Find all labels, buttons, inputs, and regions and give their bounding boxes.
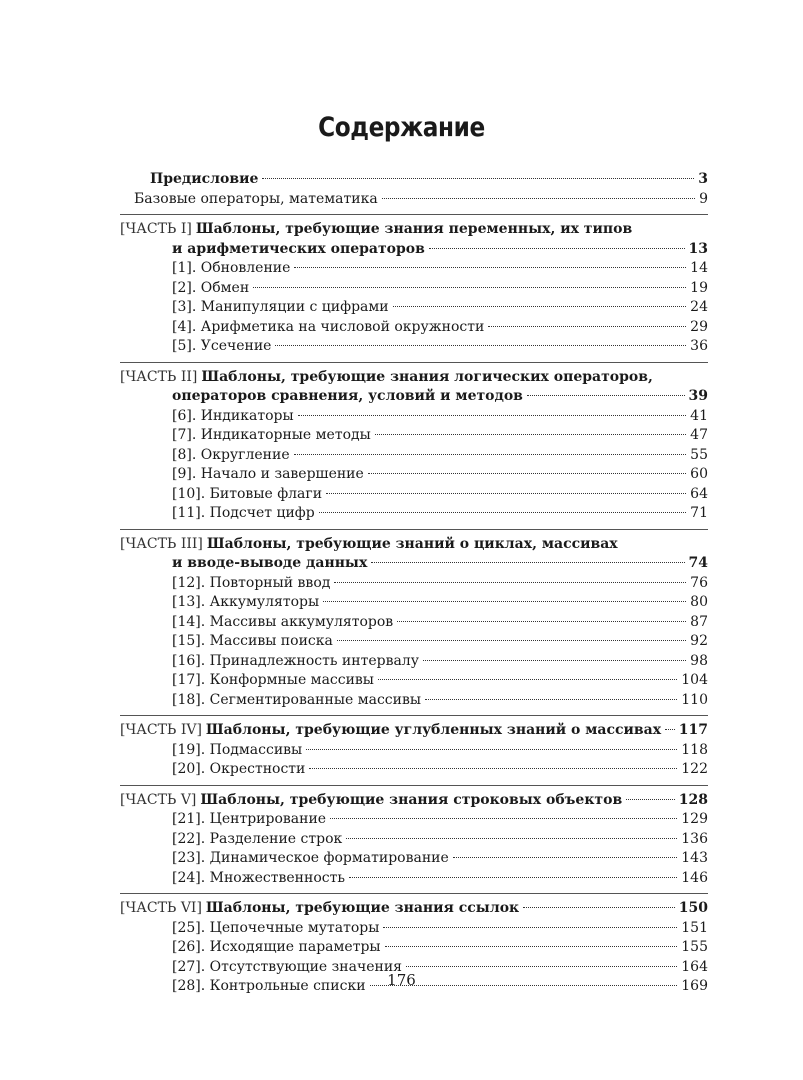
- dot-leader: [406, 966, 677, 967]
- toc-entry-page: 151: [681, 919, 708, 936]
- toc-entry-label: [9]. Начало и завершение: [172, 466, 364, 482]
- toc-entry-page: 122: [681, 761, 708, 777]
- part-heading-line1[interactable]: [120, 368, 708, 388]
- toc-chapter-entry[interactable]: [120, 259, 708, 279]
- toc-entry-page: 92: [690, 633, 708, 649]
- toc-entry-page: 3: [698, 171, 708, 187]
- dot-leader: [294, 454, 687, 455]
- toc-entry-page: 19: [690, 279, 708, 296]
- toc-chapter-entry[interactable]: [120, 574, 708, 594]
- toc-entry-label: [3]. Манипуляции с цифрами: [172, 299, 389, 315]
- section-divider: [120, 214, 708, 215]
- part-title: Шаблоны, требующие знания логических операторов,: [201, 368, 653, 385]
- part-heading-line1[interactable]: [120, 535, 708, 555]
- toc-entry-label: Предисловие: [150, 171, 259, 187]
- toc-entry-page: 117: [678, 722, 708, 738]
- section-divider: [120, 529, 708, 530]
- toc-entry-page: 55: [690, 446, 708, 463]
- toc-entry-page: 13: [688, 240, 708, 257]
- toc-entry-label: [8]. Округление: [172, 446, 290, 463]
- toc-chapter-entry[interactable]: [120, 938, 708, 958]
- toc-chapter-entry[interactable]: [120, 919, 708, 939]
- toc-chapter-entry[interactable]: [120, 691, 708, 711]
- toc-chapter-entry[interactable]: [120, 652, 708, 672]
- toc-entry-label: [24]. Множественность: [172, 869, 345, 886]
- part-label: [ЧАСТЬ IV]: [120, 722, 202, 738]
- toc-chapter-entry[interactable]: [120, 407, 708, 427]
- dot-leader: [334, 582, 686, 583]
- toc-chapter-entry[interactable]: [120, 849, 708, 869]
- toc-entry-page: 150: [678, 900, 708, 916]
- toc-entry-page: 76: [690, 574, 708, 591]
- toc-entry-page: 80: [690, 594, 708, 610]
- dot-leader: [294, 267, 686, 268]
- toc-chapter-entry[interactable]: [120, 504, 708, 524]
- dot-leader: [423, 660, 686, 661]
- dot-leader: [378, 679, 677, 680]
- dot-leader: [383, 927, 677, 928]
- toc-entry-page: 146: [681, 869, 708, 886]
- part-heading-line1[interactable]: [120, 220, 708, 240]
- toc-entry-label: [25]. Цепочечные мутаторы: [172, 919, 380, 936]
- toc-entry-label: [14]. Массивы аккумуляторов: [172, 613, 394, 630]
- dot-leader: [375, 434, 686, 435]
- part-title: Шаблоны, требующие углубленных знаний о массивах: [205, 722, 662, 738]
- part-title: Шаблоны, требующие знания строковых объектов: [200, 791, 623, 808]
- dot-leader: [393, 306, 687, 307]
- toc-entry-label: [18]. Сегментированные массивы: [172, 691, 421, 708]
- dot-leader: [425, 699, 677, 700]
- toc-chapter-entry[interactable]: [120, 337, 708, 357]
- toc-chapter-entry[interactable]: [120, 810, 708, 830]
- toc-entry-label: [11]. Подсчет цифр: [172, 505, 315, 521]
- toc-chapter-entry[interactable]: [120, 830, 708, 850]
- page-title: Содержание: [318, 112, 485, 143]
- part-heading[interactable]: [120, 791, 708, 811]
- part-title: Шаблоны, требующие знания переменных, их типов: [195, 221, 633, 237]
- dot-leader: [527, 395, 685, 396]
- dot-leader: [382, 198, 695, 199]
- section-divider: [120, 715, 708, 716]
- dot-leader: [306, 749, 677, 750]
- toc-chapter-entry[interactable]: [120, 613, 708, 633]
- toc-entry-page: 71: [690, 505, 708, 521]
- toc-chapter-entry[interactable]: [120, 298, 708, 318]
- dot-leader: [523, 907, 675, 908]
- part-title-cont: и арифметических операторов: [172, 240, 425, 257]
- page-number: 176: [387, 971, 416, 989]
- toc-entry-page: 169: [681, 978, 708, 994]
- toc-chapter-entry[interactable]: [120, 632, 708, 652]
- toc-entry-page: 129: [681, 811, 708, 827]
- toc-entry-page: 47: [690, 427, 708, 443]
- toc-chapter-entry[interactable]: [120, 446, 708, 466]
- toc-entry-label: [16]. Принадлежность интервалу: [172, 652, 419, 669]
- part-title-cont: операторов сравнения, условий и методов: [172, 388, 523, 404]
- dot-leader: [337, 640, 686, 641]
- toc-chapter-entry[interactable]: [120, 869, 708, 889]
- toc-entry-label: [4]. Арифметика на числовой окружности: [172, 318, 485, 335]
- toc-entry-page: 110: [681, 691, 708, 708]
- dot-leader: [309, 768, 677, 769]
- toc-entry-label: [6]. Индикаторы: [172, 407, 294, 424]
- toc-entry-page: 98: [690, 652, 708, 669]
- table-of-contents: [120, 170, 708, 997]
- dot-leader: [275, 345, 686, 346]
- toc-entry-page: 164: [681, 958, 708, 975]
- toc-chapter-entry[interactable]: [120, 465, 708, 485]
- toc-entry-page: 128: [678, 791, 708, 808]
- toc-entry-label: [1]. Обновление: [172, 260, 291, 276]
- toc-chapter-entry[interactable]: [120, 593, 708, 613]
- dot-leader: [397, 621, 686, 622]
- toc-chapter-entry[interactable]: [120, 485, 708, 505]
- dot-leader: [298, 415, 687, 416]
- toc-entry-label: [19]. Подмассивы: [172, 741, 303, 758]
- dot-leader: [330, 818, 677, 819]
- toc-chapter-entry[interactable]: [120, 671, 708, 691]
- dot-leader: [626, 799, 675, 800]
- dot-leader: [385, 946, 678, 947]
- part-heading[interactable]: [120, 721, 708, 741]
- toc-entry-page: 143: [681, 850, 708, 866]
- dot-leader: [346, 838, 677, 839]
- toc-chapter-entry[interactable]: [120, 279, 708, 299]
- toc-chapter-entry[interactable]: [120, 318, 708, 338]
- dot-leader: [262, 178, 694, 179]
- dot-leader: [371, 562, 684, 563]
- toc-entry-page: 104: [681, 672, 708, 688]
- toc-chapter-entry[interactable]: [120, 760, 708, 780]
- toc-entry-label: [12]. Повторный ввод: [172, 574, 331, 591]
- part-label: [ЧАСТЬ I]: [120, 221, 192, 237]
- part-heading-line2[interactable]: [120, 387, 708, 407]
- toc-entry-page: 24: [690, 299, 708, 315]
- part-label: [ЧАСТЬ V]: [120, 791, 197, 808]
- toc-entry-basic[interactable]: [120, 190, 708, 210]
- toc-entry-label: [13]. Аккумуляторы: [172, 594, 320, 610]
- toc-entry-label: [22]. Разделение строк: [172, 830, 343, 847]
- toc-entry-label: Базовые операторы, математика: [134, 190, 378, 207]
- part-title: Шаблоны, требующие знания ссылок: [205, 900, 520, 916]
- dot-leader: [665, 729, 675, 730]
- part-title: Шаблоны, требующие знаний о циклах, массивах: [206, 535, 618, 552]
- toc-chapter-entry[interactable]: [120, 426, 708, 446]
- toc-entry-label: [21]. Центрирование: [172, 811, 327, 827]
- part-title-cont: и вводе-выводе данных: [172, 555, 368, 571]
- toc-chapter-entry[interactable]: [120, 741, 708, 761]
- toc-entry-page: 29: [690, 318, 708, 335]
- part-heading[interactable]: [120, 899, 708, 919]
- dot-leader: [326, 493, 686, 494]
- toc-entry-page: 9: [699, 190, 708, 207]
- toc-entry-page: 36: [690, 338, 708, 354]
- toc-entry-page: 74: [688, 555, 708, 571]
- toc-entry-label: [26]. Исходящие параметры: [172, 939, 381, 955]
- section-divider: [120, 785, 708, 786]
- toc-entry-page: 155: [681, 939, 708, 955]
- part-label: [ЧАСТЬ II]: [120, 368, 198, 385]
- toc-entry-page: 14: [690, 260, 708, 276]
- dot-leader: [319, 512, 686, 513]
- toc-entry-label: [10]. Битовые флаги: [172, 485, 323, 502]
- parts-list: [120, 214, 708, 997]
- section-divider: [120, 893, 708, 894]
- toc-entry-label: [17]. Конформные массивы: [172, 672, 374, 688]
- dot-leader: [253, 287, 686, 288]
- toc-entry-label: [5]. Усечение: [172, 338, 272, 354]
- toc-entry-page: 60: [690, 466, 708, 482]
- toc-entry-page: 41: [690, 407, 708, 424]
- part-label: [ЧАСТЬ III]: [120, 535, 203, 552]
- part-label: [ЧАСТЬ VI]: [120, 900, 202, 916]
- toc-entry-preface[interactable]: [120, 170, 708, 190]
- dot-leader: [429, 248, 685, 249]
- toc-entry-page: 39: [688, 388, 708, 404]
- toc-entry-page: 87: [690, 613, 708, 630]
- toc-entry-label: [27]. Отсутствующие значения: [172, 958, 403, 975]
- toc-entry-page: 118: [681, 741, 708, 758]
- part-heading-line2[interactable]: [120, 240, 708, 260]
- toc-entry-label: [23]. Динамическое форматирование: [172, 850, 449, 866]
- dot-leader: [349, 877, 677, 878]
- dot-leader: [453, 857, 677, 858]
- toc-entry-label: [20]. Окрестности: [172, 761, 306, 777]
- toc-entry-label: [28]. Контрольные списки: [172, 978, 366, 994]
- dot-leader: [368, 473, 686, 474]
- dot-leader: [488, 326, 686, 327]
- part-heading-line2[interactable]: [120, 554, 708, 574]
- toc-entry-label: [15]. Массивы поиска: [172, 633, 333, 649]
- dot-leader: [323, 601, 686, 602]
- toc-entry-page: 64: [690, 485, 708, 502]
- toc-entry-label: [7]. Индикаторные методы: [172, 427, 371, 443]
- section-divider: [120, 362, 708, 363]
- toc-entry-page: 136: [681, 830, 708, 847]
- toc-entry-label: [2]. Обмен: [172, 279, 250, 296]
